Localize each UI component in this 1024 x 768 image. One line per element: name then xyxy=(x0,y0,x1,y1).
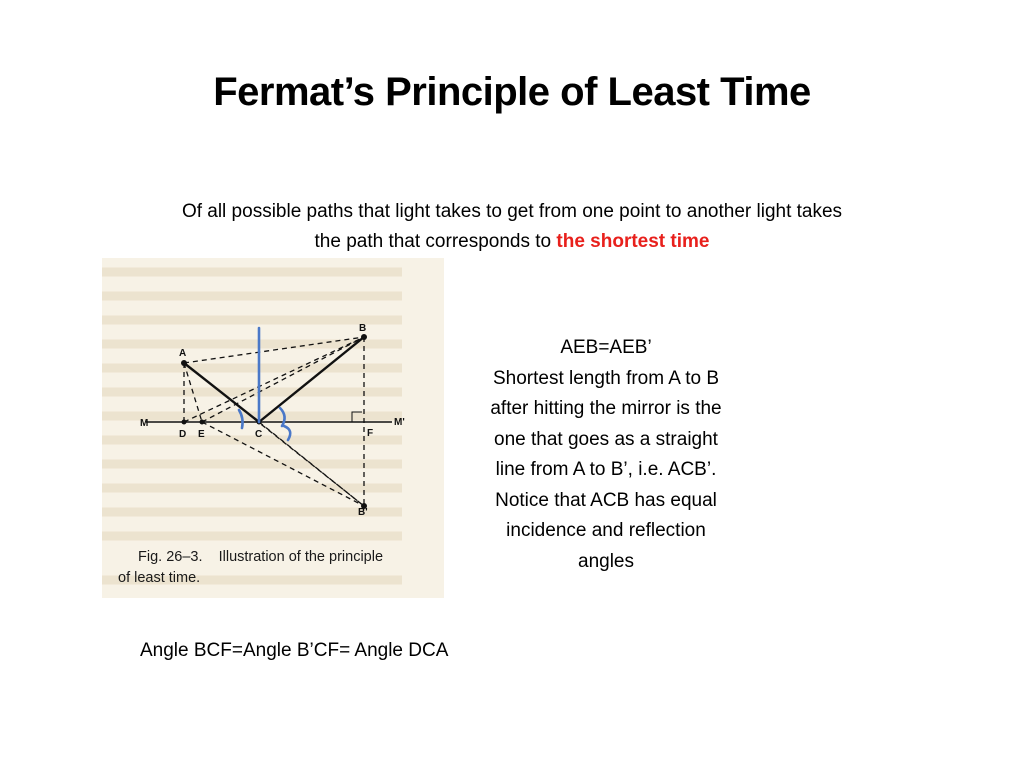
caption-line-1: Fig. 26–3. Illustration of the principle xyxy=(138,549,384,565)
shortest-time-highlight: the shortest time xyxy=(556,231,710,252)
explanation-line: after hitting the mirror is the xyxy=(490,398,722,419)
label-B: B xyxy=(359,323,367,334)
label-D: D xyxy=(179,429,187,440)
principle-line-2 xyxy=(60,227,964,257)
explanation-line: Notice that ACB has equal xyxy=(495,489,717,511)
label-E: E xyxy=(198,429,205,440)
explanation-line: one that goes as a straight xyxy=(494,428,718,450)
explanation-line: incidence and reflection xyxy=(506,520,706,541)
slide-title: Fermat’s Principle of Least Time xyxy=(213,70,811,114)
label-C: C xyxy=(255,429,263,440)
principle-statement xyxy=(60,197,964,257)
explanation-line: Shortest length from A to B xyxy=(492,367,719,389)
explanation-line: angles xyxy=(578,550,634,572)
explanation-line: AEB=AEB’ xyxy=(560,337,652,358)
principle-line-2-prefix: the path that corresponds to xyxy=(314,231,557,252)
label-F: F xyxy=(367,428,374,439)
figure-caption xyxy=(118,547,438,589)
label-M-prime: M' xyxy=(394,417,405,428)
label-B-prime: B' xyxy=(358,507,368,518)
least-time-figure xyxy=(102,258,444,598)
explanation-text xyxy=(452,333,760,577)
principle-line-1: Of all possible paths that light takes to get from one point to another light takes xyxy=(181,201,843,222)
angle-equality-statement: Angle BCF=Angle B’CF= Angle DCA xyxy=(140,640,449,661)
caption-line-2: of least time. xyxy=(118,570,201,586)
explanation-line: line from A to B’, i.e. ACB’. xyxy=(495,459,717,480)
label-M: M xyxy=(140,418,149,429)
label-A: A xyxy=(179,348,187,359)
